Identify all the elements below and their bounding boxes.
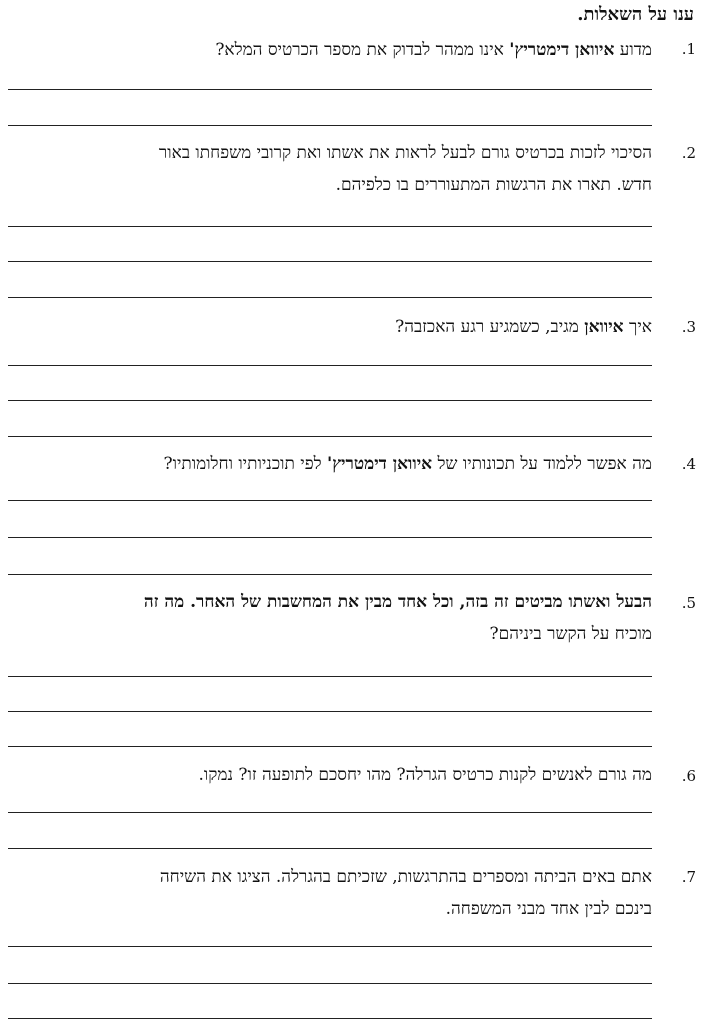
question-3-text: [8, 311, 652, 343]
question-1-number: .1: [681, 40, 696, 58]
answer-line[interactable]: [8, 812, 652, 813]
question-4-number: .4: [681, 455, 696, 473]
question-7-line-2: בינכם לבין אחד מבני המשפחה.: [445, 899, 652, 919]
question-2-text: [8, 137, 652, 201]
answer-line[interactable]: [8, 297, 652, 298]
answer-line[interactable]: [8, 574, 652, 575]
question-5-line-1: הבעל ואשתו מביטים זה בזה, וכל אחד מבין את המחשבות של האחר. מה זה: [143, 592, 652, 612]
answer-line[interactable]: [8, 1018, 652, 1019]
question-4-line-1: מה אפשר ללמוד על תכונותיו של איוואן דימטריץ' לפי תוכניותיו וחלומותיו?: [163, 454, 652, 474]
answer-line[interactable]: [8, 848, 652, 849]
question-5-number: .5: [681, 594, 696, 612]
question-5-text: [8, 586, 652, 650]
answer-line[interactable]: [8, 746, 652, 747]
question-3-number: .3: [681, 318, 696, 336]
answer-line[interactable]: [8, 500, 652, 501]
answer-line[interactable]: [8, 537, 652, 538]
answer-line[interactable]: [8, 400, 652, 401]
question-2-line-1: הסיכוי לזכות בכרטיס גורם לבעל לראות את אשתו ואת קרובי משפחתו באור: [158, 143, 652, 163]
answer-line[interactable]: [8, 711, 652, 712]
answer-line[interactable]: [8, 436, 652, 437]
question-5-line-2: מוכיח על הקשר ביניהם?: [489, 624, 652, 644]
question-1-text: [8, 34, 652, 66]
question-1-line-1: מדוע איוואן דימטריץ' אינו ממהר לבדוק את מספר הכרטיס המלא?: [215, 40, 652, 60]
question-6-number: .6: [681, 767, 696, 785]
question-3-line-1: איך איוואן מגיב, כשמגיע רגע האכזבה?: [395, 317, 652, 337]
answer-line[interactable]: [8, 676, 652, 677]
answer-line[interactable]: [8, 89, 652, 90]
question-7-number: .7: [681, 868, 696, 886]
answer-line[interactable]: [8, 983, 652, 984]
answer-line[interactable]: [8, 261, 652, 262]
answer-line[interactable]: [8, 946, 652, 947]
question-2-number: .2: [681, 144, 696, 162]
question-6-text: [8, 759, 652, 791]
question-6-line-1: מה גורם לאנשים לקנות כרטיס הגרלה? מהו יחסכם לתופעה זו? נמקו.: [198, 765, 652, 785]
worksheet-heading: ענו על השאלות.: [577, 4, 694, 25]
question-7-line-1: אתם באים הביתה ומספרים בהתרגשות, שזכיתם בהגרלה. הציגו את השיחה: [159, 867, 652, 887]
question-4-text: [8, 448, 652, 480]
question-2-line-2: חדש. תארו את הרגשות המתעוררים בו כלפיהם.: [335, 175, 652, 195]
answer-line[interactable]: [8, 365, 652, 366]
question-7-text: [8, 861, 652, 925]
answer-line[interactable]: [8, 125, 652, 126]
answer-line[interactable]: [8, 226, 652, 227]
